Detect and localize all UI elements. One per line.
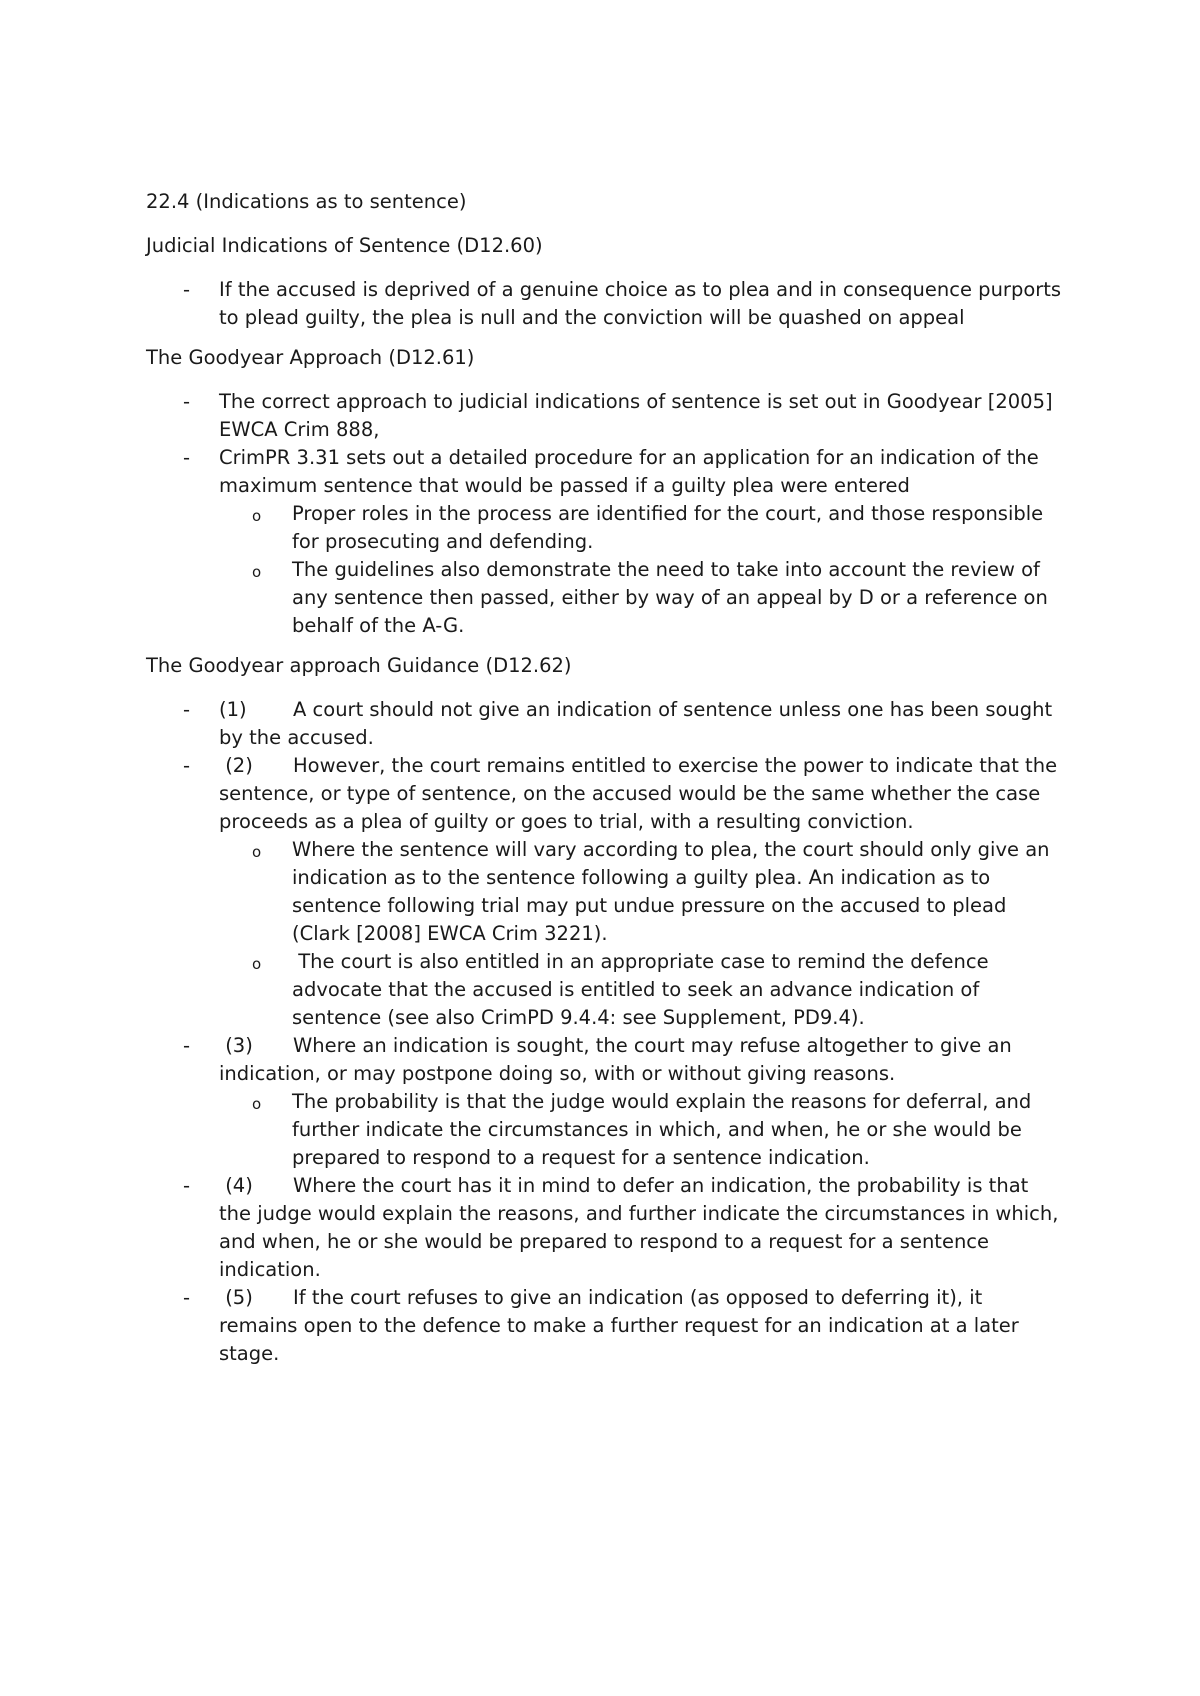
dash-marker: - <box>183 698 191 721</box>
section-heading: The Goodyear approach Guidance (D12.62) <box>146 654 572 677</box>
dash-item-text: CrimPR 3.31 sets out a detailed procedure for an application for an indication of the maximum sentence that would be passed if a guilty plea were entered <box>219 446 1045 497</box>
section-heading: Judicial Indications of Sentence (D12.60) <box>146 234 543 257</box>
dash-marker: - <box>183 754 191 777</box>
guidance-number: (3) <box>219 1034 253 1057</box>
dash-list-item <box>146 388 1066 444</box>
bullet-item-text: The guidelines also demonstrate the need to take into account the review of any sentence then passed, either by way of an appeal by D or a reference on behalf of the A-G. <box>292 558 1055 637</box>
bullet-marker: o <box>252 955 262 973</box>
bullet-list <box>219 1088 1066 1172</box>
dash-list-item <box>146 1172 1066 1284</box>
dash-list-item <box>146 1032 1066 1172</box>
dash-marker: - <box>183 278 191 301</box>
dash-item-text: If the accused is deprived of a genuine choice as to plea and in consequence purports to plead guilty, the plea is null and the conviction will be quashed on appeal <box>219 278 1068 329</box>
dash-marker: - <box>183 1174 191 1197</box>
dash-list <box>146 696 1066 1368</box>
dash-item-text: Where an indication is sought, the court may refuse altogether to give an indication, or may postpone doing so, with or without giving reasons. <box>219 1034 1018 1085</box>
dash-list-item <box>146 1284 1066 1368</box>
bullet-list-item <box>219 948 1066 1032</box>
bullet-list <box>219 500 1066 640</box>
dash-item-text: The correct approach to judicial indications of sentence is set out in Goodyear [2005] EWCA Crim 888, <box>219 390 1059 441</box>
document-title: 22.4 (Indications as to sentence) <box>146 190 467 213</box>
dash-marker: - <box>183 1286 191 1309</box>
bullet-item-text: Where the sentence will vary according to plea, the court should only give an indication as to the sentence following a guilty plea. An indication as to sentence following trial may put undue pressure on the accused to plead (Clark [2008] EWCA Crim 3221). <box>292 838 1056 945</box>
bullet-item-text: The court is also entitled in an appropriate case to remind the defence advocate that the accused is entitled to seek an advance indication of sentence (see also CrimPD 9.4.4: see Supplement, PD9.4). <box>292 950 995 1029</box>
bullet-list <box>219 836 1066 1032</box>
dash-item-text: However, the court remains entitled to exercise the power to indicate that the sentence, or type of sentence, on the accused would be the same whether the case proceeds as a plea of guilty or goes to trial, with a resulting conviction. <box>219 754 1064 833</box>
guidance-number: (5) <box>219 1286 253 1309</box>
bullet-marker: o <box>252 1095 262 1113</box>
guidance-number: (4) <box>219 1174 253 1197</box>
guidance-number: (1) <box>219 698 247 721</box>
bullet-item-text: Proper roles in the process are identified for the court, and those responsible for prosecuting and defending. <box>292 502 1050 553</box>
bullet-list-item <box>219 556 1066 640</box>
bullet-list-item <box>219 500 1066 556</box>
dash-list-item <box>146 696 1066 752</box>
document-page <box>146 188 1066 1380</box>
dash-marker: - <box>183 446 191 469</box>
bullet-marker: o <box>252 843 262 861</box>
dash-marker: - <box>183 1034 191 1057</box>
dash-list <box>146 388 1066 640</box>
dash-item-text: Where the court has it in mind to defer an indication, the probability is that the judge would explain the reasons, and further indicate the circumstances in which, and when, he or she would be prepared to respond to a request for a sentence indication. <box>219 1174 1065 1281</box>
document-body <box>146 232 1066 1368</box>
dash-marker: - <box>183 390 191 413</box>
dash-item-text: A court should not give an indication of sentence unless one has been sought by the accused. <box>219 698 1059 749</box>
guidance-number: (2) <box>219 754 253 777</box>
dash-list-item <box>146 276 1066 332</box>
dash-list <box>146 276 1066 332</box>
bullet-item-text: The probability is that the judge would explain the reasons for deferral, and further indicate the circumstances in which, and when, he or she would be prepared to respond to a request for a sentence indication. <box>292 1090 1038 1169</box>
bullet-marker: o <box>252 563 262 581</box>
dash-list-item <box>146 752 1066 1032</box>
section-heading: The Goodyear Approach (D12.61) <box>146 346 475 369</box>
dash-item-text: If the court refuses to give an indication (as opposed to deferring it), it remains open to the defence to make a further request for an indication at a later stage. <box>219 1286 1025 1365</box>
dash-list-item <box>146 444 1066 640</box>
bullet-list-item <box>219 836 1066 948</box>
bullet-marker: o <box>252 507 262 525</box>
bullet-list-item <box>219 1088 1066 1172</box>
